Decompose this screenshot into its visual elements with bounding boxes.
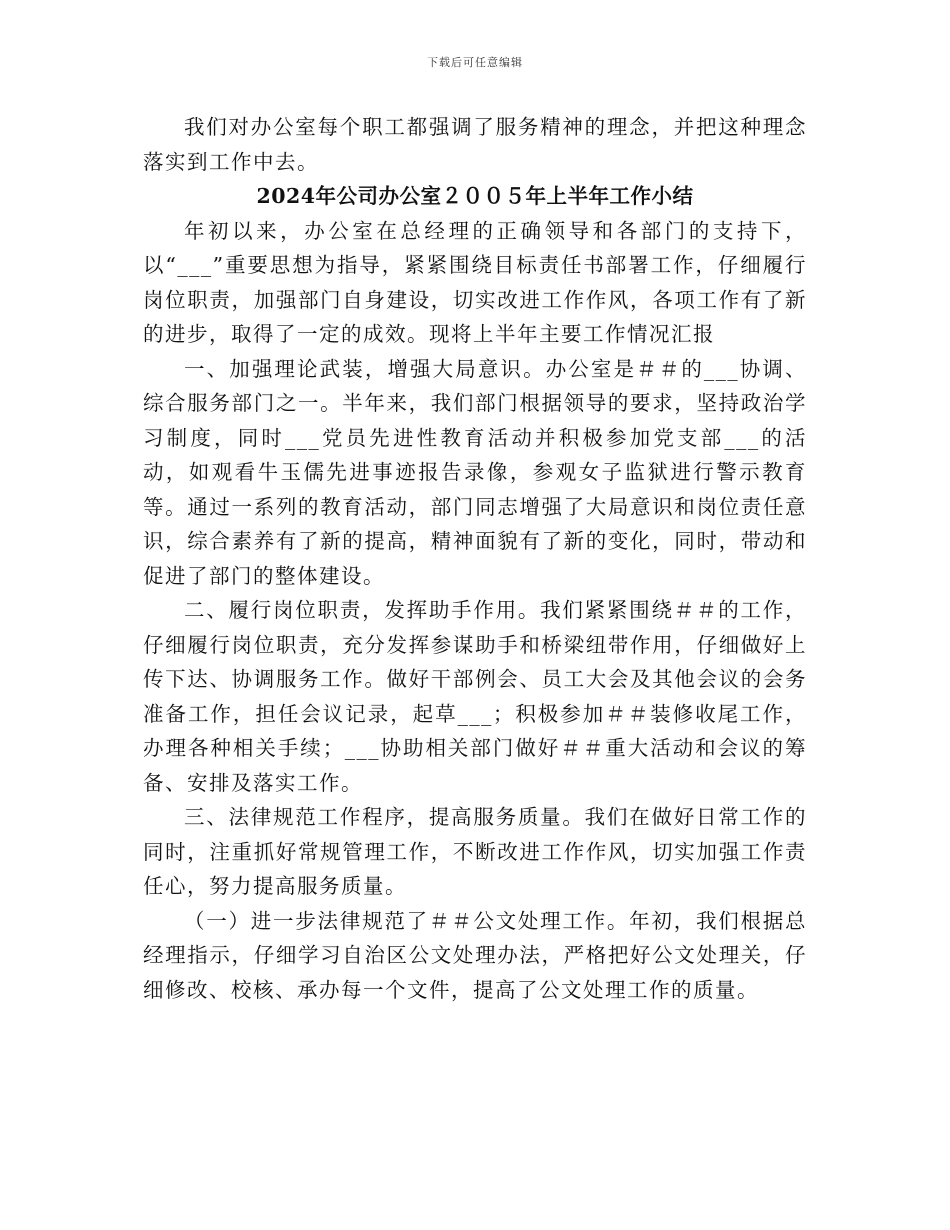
page-header: 下载后可任意编辑: [427, 56, 523, 69]
paragraph-opening: 年初以来，办公室在总经理的正确领导和各部门的支持下，以“___”重要思想为指导，紧紧围绕目标责任书部署工作，仔细履行岗位职责，加强部门自身建设，切实改进工作作风，各项工作有了新的进步，取得了一定的成效。现将上半年主要工作情况汇报: [143, 218, 807, 346]
document-body: [143, 110, 807, 1007]
paragraph-section-2: 二、履行岗位职责，发挥助手作用。我们紧紧围绕＃＃的工作，仔细履行岗位职责，充分发挥参谋助手和桥梁纽带作用，仔细做好上传下达、协调服务工作。做好干部例会、员工大会及其他会议的会务准备工作，担任会议记录，起草___；积极参加＃＃装修收尾工作，办理各种相关手续；___协助相关部门做好＃＃重大活动和会议的筹备、安排及落实工作。: [143, 598, 807, 795]
paragraph-section-1: 一、加强理论武装，增强大局意识。办公室是＃＃的___协调、综合服务部门之一。半年来，我们部门根据领导的要求，坚持政治学习制度，同时___党员先进性教育活动并积极参加党支部___的活动，如观看牛玉儒先进事迹报告录像，参观女子监狱进行警示教育等。通过一系列的教育活动，部门同志增强了大局意识和岗位责任意识，综合素养有了新的提高，精神面貌有了新的变化，同时，带动和促进了部门的整体建设。: [143, 356, 807, 588]
paragraph-subsection-1: （一）进一步法律规范了＃＃公文处理工作。年初，我们根据总经理指示，仔细学习自治区公文处理办法，严格把好公文处理关，仔细修改、校核、承办每一个文件，提高了公文处理工作的质量。: [143, 908, 807, 1002]
paragraph-section-3: 三、法律规范工作程序，提高服务质量。我们在做好日常工作的同时，注重抓好常规管理工作，不断改进工作作风，切实加强工作责任心，努力提高服务质量。: [143, 805, 807, 898]
intro-paragraph: 我们对办公室每个职工都强调了服务精神的理念，并把这种理念落实到工作中去。: [143, 115, 807, 174]
document-title: 2024年公司办公室２００５年上半年工作小结: [256, 184, 694, 208]
